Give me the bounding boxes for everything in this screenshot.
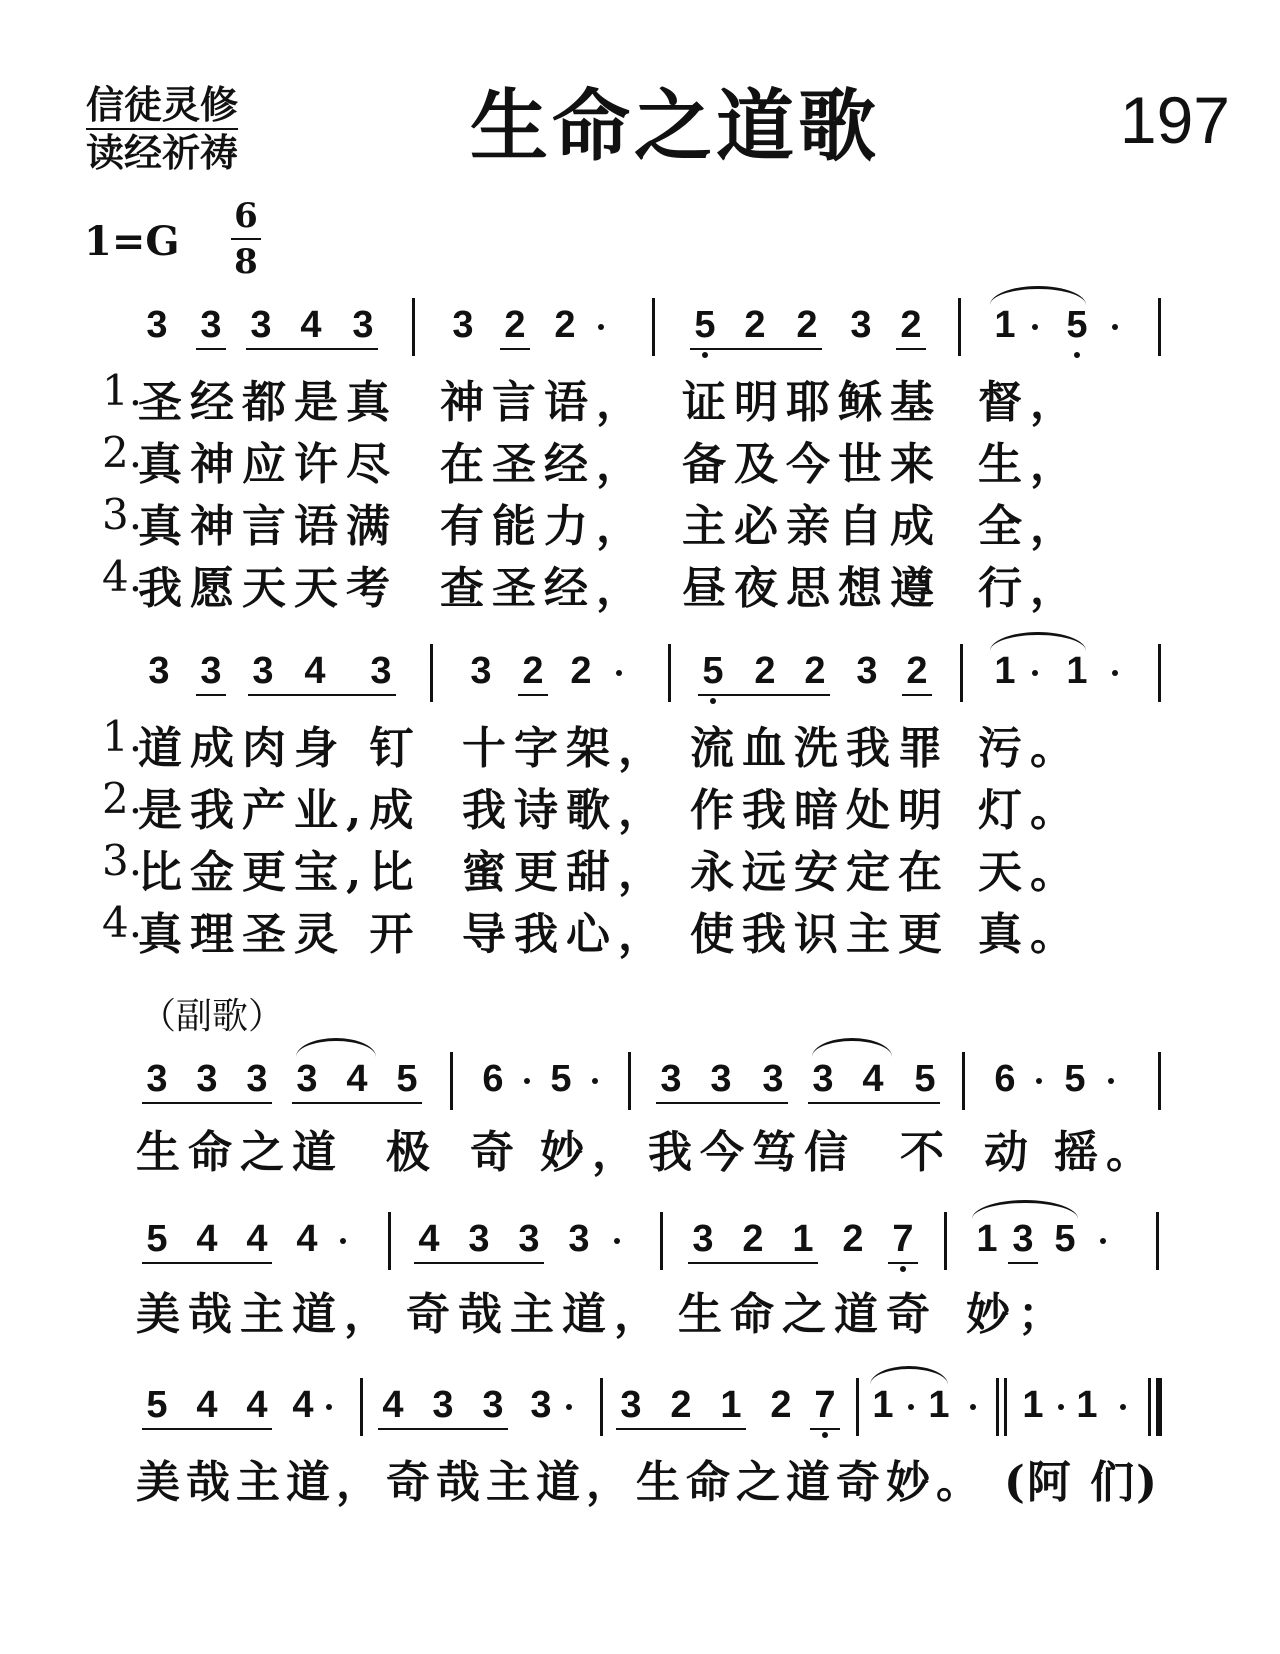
rhythm-dot [566,1404,572,1410]
note: 3 [352,304,374,346]
lyric-text: 动 [984,1127,1036,1178]
note: 5 [1066,304,1088,346]
lyric-text: 妙， [540,1127,644,1178]
note: 2 [670,1384,692,1426]
lyric-text: 神言语， [440,377,648,428]
lyric-text: 真神言语满 [138,501,398,552]
note: 3 [146,304,168,346]
low-octave-dot [822,1432,828,1438]
lyric-line [0,1278,1280,1338]
barline [600,1378,603,1436]
note: 5 [914,1058,936,1100]
note: 2 [770,1384,792,1426]
note: 3 [660,1058,682,1100]
verse-number: 4. [102,898,143,947]
lyric-text: 美哉主道，奇哉主道，生命之道奇妙。 [136,1457,986,1508]
beam [142,1102,272,1104]
lyric-text: 天。 [978,847,1082,898]
beam [246,348,378,350]
time-divider [231,238,261,240]
note: 3 [1012,1218,1034,1260]
low-octave-dot [710,698,716,704]
tie-arc [990,286,1086,305]
lyric-text: 流血洗我罪 [690,723,950,774]
lyric-text: 我今笃信 [648,1127,856,1178]
rhythm-dot [1120,1404,1126,1410]
rhythm-dot [598,324,604,330]
note: 4 [346,1058,368,1100]
note: 3 [762,1058,784,1100]
rhythm-dot [1032,324,1038,330]
note: 3 [200,304,222,346]
note: 2 [906,650,928,692]
beam [196,694,226,696]
note: 3 [370,650,392,692]
lyric-text: 在圣经， [440,439,648,490]
beam [518,694,548,696]
lyric-text: 是我产业,成 [138,785,422,836]
note: 3 [568,1218,590,1260]
rhythm-dot [616,670,622,676]
rhythm-dot [614,1238,620,1244]
rhythm-dot [1036,1078,1042,1084]
note: 1 [872,1384,894,1426]
lyric-text: 奇 [470,1127,522,1178]
notation-row-chorus-3 [0,1378,1280,1438]
barline [944,1212,947,1270]
lyric-text: 极 [386,1127,438,1178]
lyric-text: 查圣经， [440,563,648,614]
note: 5 [1064,1058,1086,1100]
rhythm-dot [1112,324,1118,330]
barline [1158,1052,1161,1110]
note: 3 [200,650,222,692]
note: 4 [246,1384,268,1426]
barline [628,1052,631,1110]
lyric-text: 全， [978,501,1082,552]
note: 6 [994,1058,1016,1100]
note: 1 [720,1384,742,1426]
beam [196,348,226,350]
note: 5 [694,304,716,346]
beam [292,1102,422,1104]
note: 2 [570,650,592,692]
note: 1 [994,304,1016,346]
note: 3 [246,1058,268,1100]
barline [660,1212,663,1270]
rhythm-dot [1058,1404,1064,1410]
note: 4 [246,1218,268,1260]
note: 2 [796,304,818,346]
tie-arc [870,1366,948,1385]
note: 5 [396,1058,418,1100]
barline [1156,1212,1159,1270]
note: 4 [300,304,322,346]
lyric-text: 有能力， [440,501,648,552]
note: 6 [482,1058,504,1100]
lyric-text: 永远安定在 [690,847,950,898]
lyric-text: 生命之道奇 [678,1289,938,1340]
slur-arc [296,1038,376,1057]
beam [142,1428,272,1430]
note: 2 [842,1218,864,1260]
barline [412,298,415,356]
note: 3 [468,1218,490,1260]
time-numerator: 6 [234,196,258,236]
lyric-text: 证明耶稣基 [682,377,942,428]
note: 1 [1022,1384,1044,1426]
barline [1158,298,1161,356]
beam [902,694,932,696]
note: 3 [850,304,872,346]
lyric-text: 比金更宝,比 [138,847,422,898]
barline [360,1378,363,1436]
note: 2 [522,650,544,692]
beam [378,1428,508,1430]
final-barline-thin [1148,1378,1151,1436]
lyric-text: 美哉主道， [136,1289,396,1340]
barline [958,298,961,356]
low-octave-dot [1074,352,1080,358]
beam [698,694,830,696]
note: 2 [804,650,826,692]
low-octave-dot [900,1266,906,1272]
note: 1 [1076,1384,1098,1426]
note: 3 [692,1218,714,1260]
verse-number: 4. [102,552,143,601]
barline [1004,1378,1007,1436]
lyric-line [0,1116,1280,1176]
lyric-text: 十字架， [462,723,670,774]
note: 5 [146,1218,168,1260]
beam [414,1262,544,1264]
lyric-text: 道成肉身 钉 [138,723,422,774]
barline [450,1052,453,1110]
lyric-line [0,774,1280,834]
note: 4 [196,1384,218,1426]
note: 3 [856,650,878,692]
note: 3 [432,1384,454,1426]
lyric-line [0,712,1280,772]
notation-row-chorus-2 [0,1212,1280,1272]
lyric-text: 我愿天天考 [138,563,398,614]
lyric-text: 奇哉主道， [406,1289,666,1340]
lyric-line [0,1446,1280,1506]
rhythm-dot [1108,1078,1114,1084]
low-octave-dot [702,352,708,358]
lyric-text: 灯。 [978,785,1082,836]
lyric-text: 真理圣灵 开 [138,909,422,960]
lyric-text: 行， [978,563,1082,614]
verse-number: 2. [102,774,143,823]
lyric-text: 妙； [966,1289,1070,1340]
hymn-title: 生命之道歌 [470,82,881,172]
time-denominator: 8 [234,242,258,282]
slur-arc [812,1038,892,1057]
note: 3 [620,1384,642,1426]
chorus-label: （副歌） [140,996,285,1037]
note: 7 [892,1218,914,1260]
notation-row-2 [0,644,1280,704]
lyric-line [0,836,1280,896]
note: 1 [792,1218,814,1260]
verse-number: 3. [102,490,143,539]
verse-number: 1. [102,366,143,415]
beam [616,1428,746,1430]
note: 3 [482,1384,504,1426]
beam [896,348,926,350]
note: 5 [702,650,724,692]
rhythm-dot [340,1238,346,1244]
note: 4 [304,650,326,692]
category-sublabel: 读经祈祷 [86,131,239,175]
note: 3 [710,1058,732,1100]
beam [688,1262,818,1264]
lyric-text: 生， [978,439,1082,490]
barline [996,1378,999,1436]
lyric-text: 昼夜思想遵 [682,563,942,614]
final-barline-thick [1156,1378,1162,1436]
category-label: 信徒灵修 [86,82,238,130]
lyric-text: 污。 [978,723,1082,774]
lyric-text: 真。 [978,909,1082,960]
note: 4 [296,1218,318,1260]
barline [430,644,433,702]
note: 3 [452,304,474,346]
note: 3 [518,1218,540,1260]
note: 2 [754,650,776,692]
note: 3 [812,1058,834,1100]
lyric-text: 蜜更甜， [462,847,670,898]
lyric-text: 导我心， [462,909,670,960]
beam [500,348,530,350]
lyric-text: 备及今世来 [682,439,942,490]
note: 1 [928,1384,950,1426]
beam [1008,1262,1038,1264]
lyric-line [0,490,1280,550]
verse-number: 1. [102,712,143,761]
lyric-text: 使我识主更 [690,909,950,960]
note: 3 [470,650,492,692]
barline [856,1378,859,1436]
note: 7 [814,1384,836,1426]
beam [248,694,396,696]
notation-row-chorus-1 [0,1052,1280,1112]
barline [962,1052,965,1110]
note: 2 [742,1218,764,1260]
rhythm-dot [1100,1238,1106,1244]
rhythm-dot [908,1404,914,1410]
barline [652,298,655,356]
beam [888,1262,918,1264]
beam [142,1262,272,1264]
beam [690,348,822,350]
note: 4 [418,1218,440,1260]
note: 2 [504,304,526,346]
notation-row-1 [0,298,1280,358]
hymn-number: 197 [1119,83,1230,157]
barline [668,644,671,702]
lyric-text: 真神应许尽 [138,439,398,490]
lyric-line [0,428,1280,488]
lyric-line [0,552,1280,612]
note: 3 [530,1384,552,1426]
rhythm-dot [524,1078,530,1084]
note: 2 [554,304,576,346]
verse-number: 2. [102,428,143,477]
lyric-text: 主必亲自成 [682,501,942,552]
note: 1 [976,1218,998,1260]
lyric-line [0,898,1280,958]
note: 4 [862,1058,884,1100]
rhythm-dot [1112,670,1118,676]
note: 4 [382,1384,404,1426]
barline [960,644,963,702]
note: 5 [1054,1218,1076,1260]
note: 3 [252,650,274,692]
note: 4 [292,1384,314,1426]
time-signature [226,196,266,282]
note: 3 [296,1058,318,1100]
note: 3 [148,650,170,692]
note: 2 [900,304,922,346]
note: 4 [196,1218,218,1260]
note: 3 [250,304,272,346]
note: 5 [146,1384,168,1426]
lyric-text: 作我暗处明 [690,785,950,836]
beam [808,1102,940,1104]
rhythm-dot [326,1404,332,1410]
lyric-text: 不 [900,1127,952,1178]
tie-arc [990,632,1086,651]
note: 3 [146,1058,168,1100]
lyric-text: 生命之道 [136,1127,344,1178]
rhythm-dot [970,1404,976,1410]
tie-arc [972,1200,1078,1219]
note: 1 [994,650,1016,692]
note: 5 [550,1058,572,1100]
note: 1 [1066,650,1088,692]
lyric-text: 圣经都是真 [138,377,398,428]
lyric-text: 我诗歌， [462,785,670,836]
amen-text: (阿 们) [1004,1457,1159,1508]
rhythm-dot [592,1078,598,1084]
verse-number: 3. [102,836,143,885]
rhythm-dot [1032,670,1038,676]
barline [388,1212,391,1270]
beam [656,1102,788,1104]
note: 3 [196,1058,218,1100]
beam [810,1428,840,1430]
note: 2 [744,304,766,346]
lyric-text: 督， [978,377,1082,428]
key-signature: 1=G [84,218,180,265]
lyric-text: 摇。 [1054,1127,1158,1178]
lyric-line [0,366,1280,426]
barline [1158,644,1161,702]
